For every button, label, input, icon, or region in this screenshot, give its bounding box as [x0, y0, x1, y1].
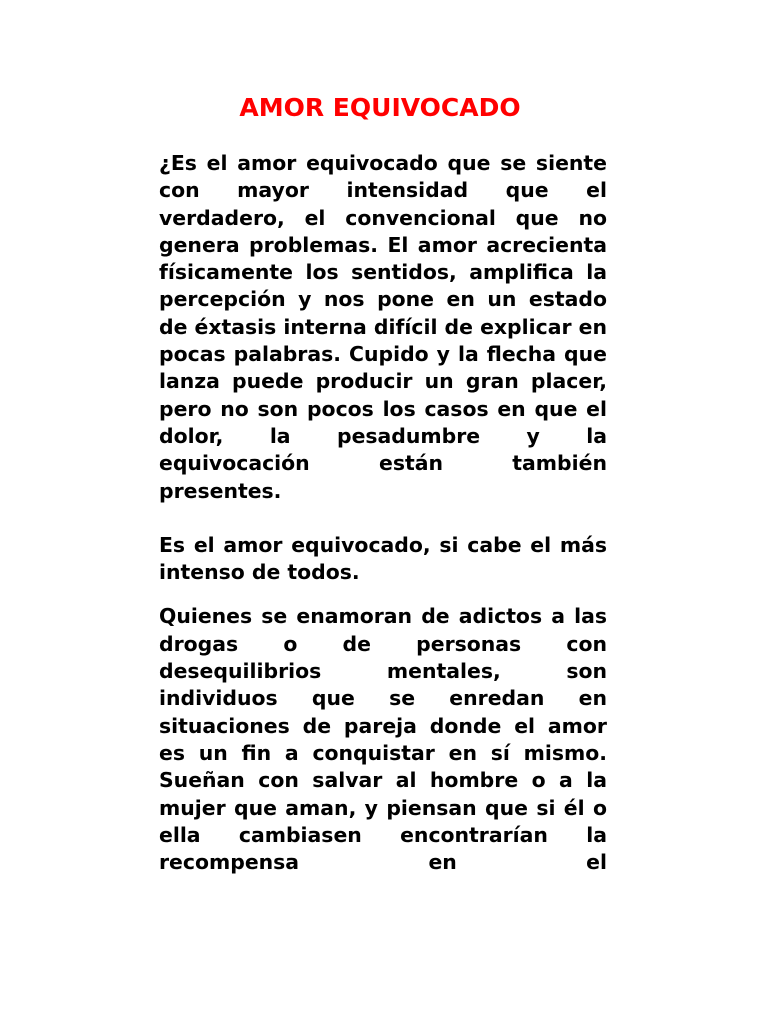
paragraph-3: Quienes se enamoran de adictos a las drogas o de personas con desequilibrios mentales, son individuos que se enredan en situaciones de pareja donde el amor es un fin a conquistar en sí mismo. Sueñan con salvar al hombre o a la mujer que aman, y piensan que si él o ella cambiasen encontrarían la recompensa en el: [159, 604, 607, 875]
document-title: AMOR EQUIVOCADO: [239, 93, 521, 122]
paragraph-2: Es el amor equivocado, si cabe el más intenso de todos.: [159, 532, 607, 585]
paragraph-spacer: [159, 505, 607, 532]
document-body: [159, 150, 607, 876]
paragraph-1: ¿Es el amor equivocado que se siente con mayor intensidad que el verdadero, el convencional que no genera problemas. El amor acrecienta físicamente los sentidos, amplifica la percepción y nos pone en un estado de éxtasis interna difícil de explicar en pocas palabras. Cupido y la flecha que lanza puede producir un gran placer, pero no son pocos los casos en que el dolor, la pesadumbre y la equivocación están también presentes.: [159, 151, 607, 503]
paragraph-spacer: [159, 586, 607, 603]
